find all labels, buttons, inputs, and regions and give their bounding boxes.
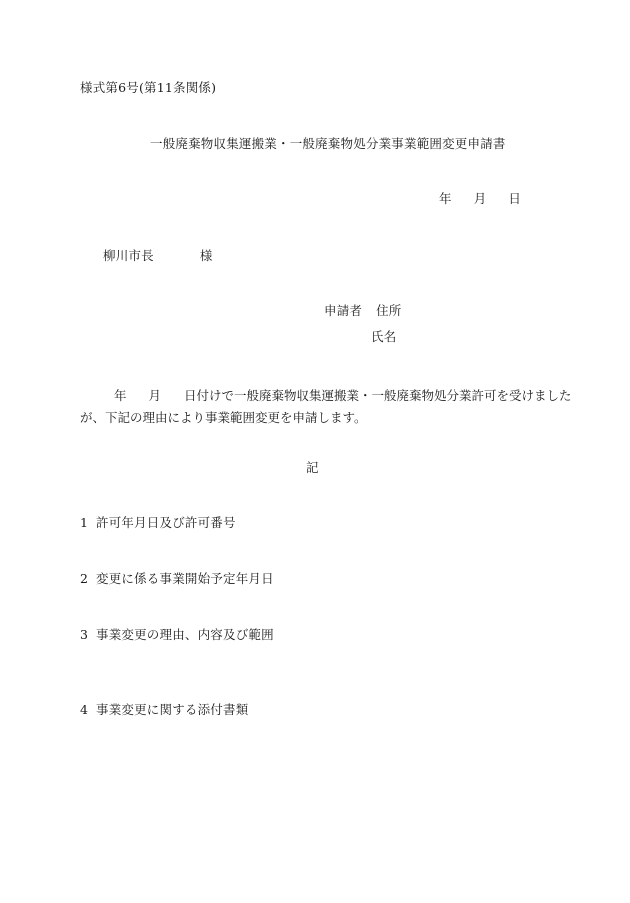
item-label: 事業変更に関する添付書類 — [96, 702, 249, 717]
date-month-label: 月 — [473, 191, 487, 206]
body-paragraph — [80, 385, 572, 429]
item-number: 3 — [80, 627, 89, 642]
body-line2-text: が、下記の理由により事業範囲変更を申請します。 — [80, 410, 367, 425]
addressee-honorific: 様 — [199, 248, 213, 263]
address-label: 住所 — [376, 303, 402, 318]
item-number: 4 — [80, 702, 89, 717]
applicant-name-label: 氏名 — [371, 329, 397, 344]
ki-heading: 記 — [306, 460, 319, 475]
applicant-label: 申請者 — [324, 303, 363, 318]
item-label: 変更に係る事業開始予定年月日 — [96, 571, 274, 586]
date-line — [439, 193, 521, 206]
form-number: 様式第6号(第11条関係) — [80, 80, 217, 95]
item-label: 許可年月日及び許可番号 — [96, 515, 236, 530]
addressee — [103, 250, 213, 263]
date-day-label: 日 — [508, 191, 522, 206]
document-title: 一般廃棄物収集運搬業・一般廃棄物処分業事業範囲変更申請書 — [150, 136, 506, 151]
list-item — [80, 629, 274, 642]
body-line1-text: 日付けで一般廃棄物収集運搬業・一般廃棄物処分業許可を受けました — [184, 388, 572, 403]
list-item — [80, 573, 274, 586]
date-year-label: 年 — [439, 191, 452, 206]
body-month-label: 月 — [148, 388, 162, 403]
applicant-address-line — [324, 305, 402, 318]
item-label: 事業変更の理由、内容及び範囲 — [96, 627, 274, 642]
list-item — [80, 704, 248, 717]
body-year-label: 年 — [114, 388, 127, 403]
item-number: 1 — [80, 515, 89, 530]
item-number: 2 — [80, 571, 89, 586]
addressee-name: 柳川市長 — [103, 248, 154, 263]
list-item — [80, 517, 236, 530]
